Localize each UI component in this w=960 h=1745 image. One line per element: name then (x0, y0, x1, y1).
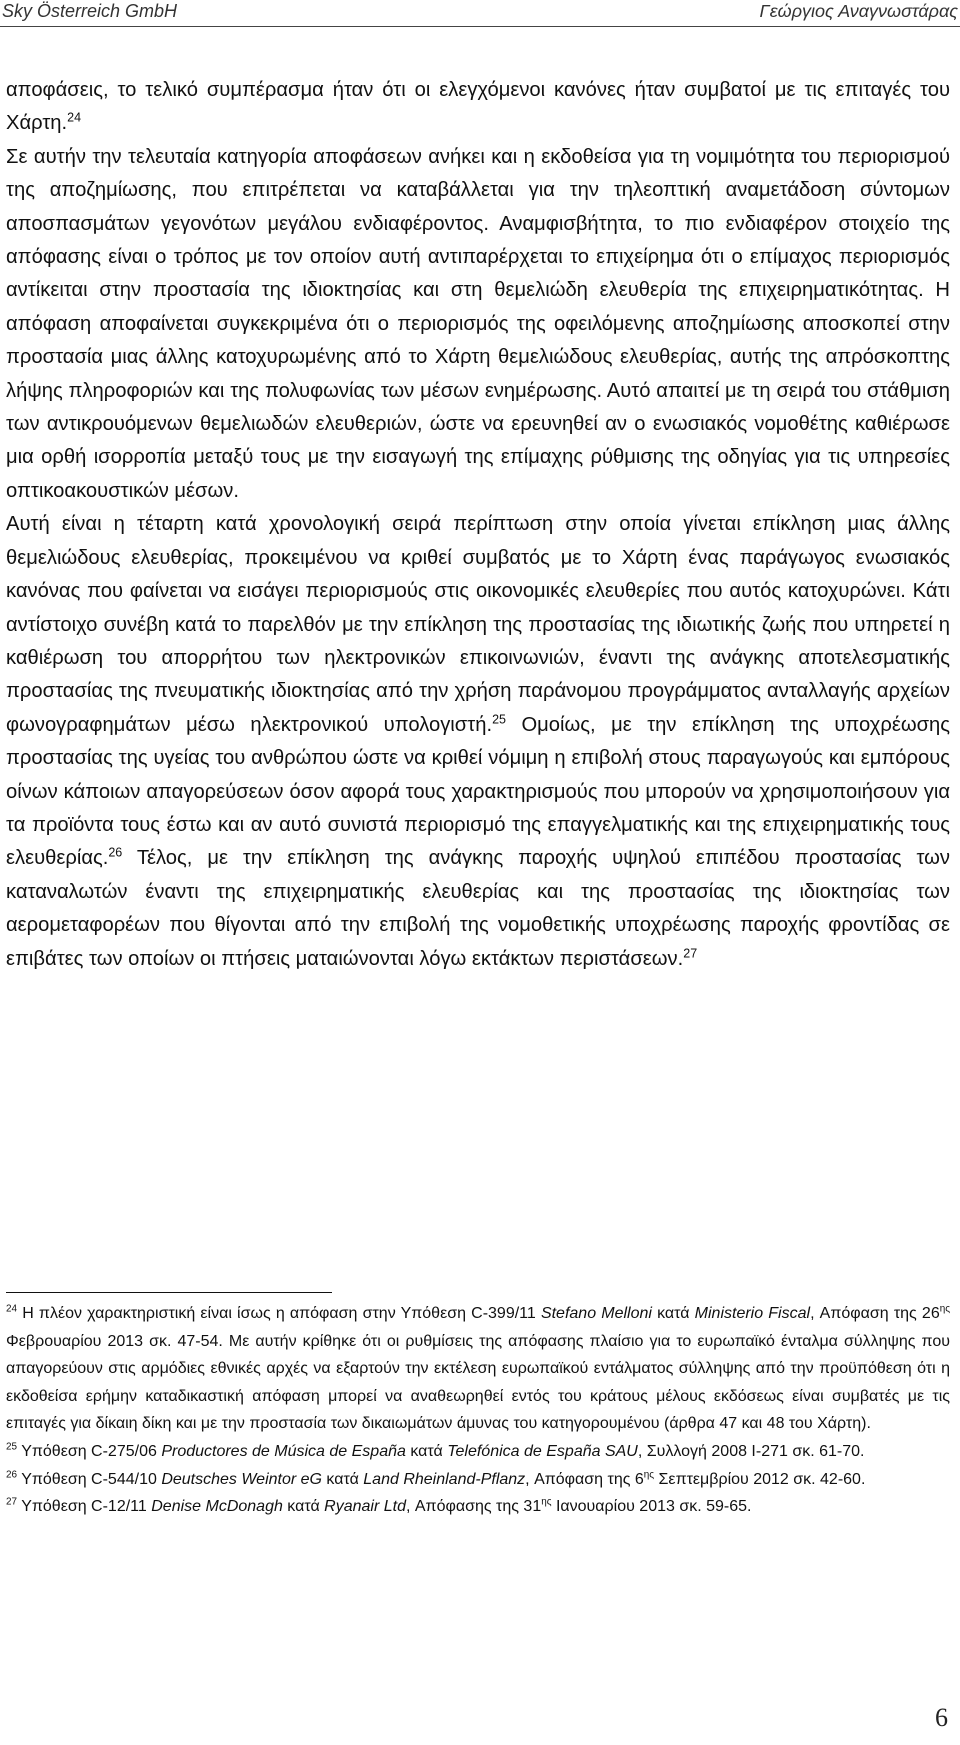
footnote-text: Ιανουαρίου 2013 σκ. 59-65. (551, 1498, 752, 1516)
footnote-number: 24 (6, 1303, 18, 1315)
case-party: Ministerio Fiscal (694, 1305, 811, 1322)
footnote-text: Υπόθεση C-275/06 (17, 1442, 162, 1460)
page-number: 6 (935, 1703, 948, 1732)
case-party: Land Rheinland-Pflanz (363, 1470, 526, 1488)
footnote-text: , Απόφασης της 31 (405, 1498, 542, 1516)
footnote-text: κατά (282, 1498, 325, 1516)
main-text (6, 74, 950, 976)
footnote-text: Υπόθεση C-544/10 (17, 1470, 162, 1488)
footnote-25 (6, 1438, 950, 1466)
ordinal-suffix: ης (541, 1496, 552, 1508)
footnote-ref-26[interactable]: 26 (108, 845, 123, 860)
footnote-number: 26 (6, 1469, 18, 1481)
paragraph-3-part-b: Ομοίως, με την επίκληση της υποχρέωσης προστασίας της υγείας του ανθρώπου ώστε να κριθεί νόμιμη η επιβολή στους παραγωγούς και εμπόρους οίνων κάποιων απαγορεύσεων όσον αφορά τους χαρακτηρισμούς που μπορούν να χρησιμοποιήσουν για τα προϊόντα τους έστω και αν αυτό συνιστά περιορισμό της επαγγελματικής και της επιχειρηματικής τους ελευθερίας. (6, 713, 950, 870)
footnote-text: κατά (651, 1305, 695, 1322)
case-party: Deutsches Weintor eG (161, 1470, 322, 1488)
paragraph-2: Σε αυτήν την τελευταία κατηγορία αποφάσεων ανήκει και η εκδοθείσα για τη νομιμότητα του περιορισμού της αποζημίωσης, που επιτρέπεται να καταβάλλεται για την τηλεοπτική αναμετάδοση σύντομων αποσπασμάτων γεγονότων μεγάλου ενδιαφέροντος. Αναμφισβήτητα, το πιο ενδιαφέρον στοιχείο της απόφασης είναι ο τρόπος με τον οποίον αυτή αντιπαρέρχεται το επιχείρημα ότι ο επίμαχος περιορισμός αντίκειται στην προστασία της ιδιοκτησίας και στη θεμελιώδη ελευθερία της επιχειρηματικότητας. Η απόφαση αποφαίνεται συγκεκριμένα ότι ο περιορισμός της οφειλόμενης αποζημίωσης αποσκοπεί στην προστασία μιας άλλης κατοχυρωμένης από το Χάρτη θεμελιώδους ελευθερίας, αυτής της απρόσκοπτης λήψης πληροφοριών και της πολυφωνίας των μέσων ενημέρωσης. Αυτό απαιτεί με τη σειρά του στάθμιση των αντικρουόμενων θεμελιωδών ελευθεριών, ώστε να ερευνηθεί αν ο ενωσιακός νομοθέτης καθιέρωσε μια ορθή ισορροπία μεταξύ τους με την εισαγωγή της επίμαχης ρύθμισης της οδηγίας για τις υπηρεσίες οπτικοακουστικών μέσων. (6, 145, 950, 502)
paragraph-3-part-c: Τέλος, με την επίκληση της ανάγκης παροχής υψηλού επιπέδου προστασίας των καταναλωτών έναντι της επιχειρηματικής ελευθερίας και της προστασίας της ιδιοκτησίας των αερομεταφορέων που θίγονται από την επιβολή της νομοθετικής υποχρέωσης παροχής φροντίδας σε επιβάτες των οποίων οι πτήσεις ματαιώνονται λόγω εκτάκτων περιστάσεων. (6, 847, 950, 970)
paragraph-3-part-a: Αυτή είναι η τέταρτη κατά χρονολογική σειρά περίπτωση στην οποία γίνεται επίκληση μιας άλλης θεμελιώδους ελευθερίας, προκειμένου να κριθεί συμβατός με το Χάρτη ένας παράγωγος ενωσιακός κανόνας που φαίνεται να εισάγει περιορισμούς στις οικονομικές ελευθερίες που αυτός κατοχυρώνει. Κάτι αντίστοιχο συνέβη κατά το παρελθόν με την επίκληση της προστασίας της ιδιωτικής ζωής που υπηρετεί η καθιέρωση του απορρήτου των ηλεκτρονικών επικοινωνιών, έναντι της ανάγκης αποτελεσματικής προστασίας της πνευματικής ιδιοκτησίας από την χρήση παράνομου προγράμματος ανταλλαγής αρχείων φωνογραφημάτων μέσω ηλεκτρονικού υπολογιστή. (6, 513, 950, 736)
footnote-number: 25 (6, 1441, 18, 1453)
paragraph-1-text: αποφάσεις, το τελικό συμπέρασμα ήταν ότι οι ελεγχόμενοι κανόνες ήταν συμβατοί με τις επιταγές του Χάρτη. (6, 79, 950, 135)
ordinal-suffix: ης (939, 1303, 951, 1315)
footnote-text: Υπόθεση C-12/11 (17, 1498, 152, 1516)
ordinal-suffix: ης (643, 1469, 655, 1481)
footnote-text: Σεπτεμβρίου 2012 σκ. 42-60. (654, 1470, 866, 1488)
footnote-text: Η πλέον χαρακτηριστική είναι ίσως η απόφαση στην Υπόθεση C-399/11 (17, 1305, 541, 1322)
case-party: Ryanair Ltd (324, 1498, 406, 1516)
case-party: Productores de Música de España (161, 1442, 406, 1460)
footnote-text: κατά (321, 1470, 364, 1488)
case-party: Denise McDonagh (151, 1498, 283, 1516)
footnote-27 (6, 1493, 950, 1521)
case-party: Stefano Melloni (540, 1305, 652, 1322)
case-party: Telefónica de España SAU (447, 1442, 638, 1460)
footnote-text: , Συλλογή 2008 I-271 σκ. 61-70. (637, 1442, 865, 1460)
footnote-ref-25[interactable]: 25 (492, 711, 506, 726)
running-header (0, 0, 960, 27)
footnote-ref-24[interactable]: 24 (67, 110, 82, 125)
footnote-text: Φεβρουαρίου 2013 σκ. 47-54. Με αυτήν κρίθηκε ότι οι ρυθμίσεις της απόφασης πλαίσιο για το ευρωπαϊκό ένταλμα σύλληψης που απαγορεύουν στις αρμόδιες εθνικές αρχές να εξαρτούν την εκτέλεση ευρωπαϊκού εντάλματος σύλληψης από την προϋπόθεση ότι η εκδοθείσα ερήμην καταδικαστική απόφαση μπορεί να αναθεωρηθεί εντός του κράτους μέλους εκδόσεως είναι συμβατές με τις επιταγές για δίκαιη δίκη και με την προστασία των δικαιωμάτων άμυνας του κατηγορουμένου (άρθρα 47 και 48 του Χάρτη). (6, 1332, 950, 1433)
footnote-24 (6, 1300, 950, 1438)
footnotes (6, 1300, 950, 1521)
paragraph-3 (6, 508, 950, 976)
footnote-ref-27[interactable]: 27 (683, 945, 698, 960)
footnote-separator (6, 1292, 332, 1293)
header-author: Γεώργιος Αναγνωστάρας (759, 1, 958, 21)
footnote-26 (6, 1466, 950, 1494)
footnote-text: , Απόφαση της 6 (525, 1470, 644, 1488)
footnote-text: , Απόφαση της 26 (810, 1305, 940, 1322)
footnote-text: κατά (405, 1442, 448, 1460)
footnote-number: 27 (6, 1496, 18, 1508)
header-company: Sky Österreich GmbH (2, 1, 178, 21)
paragraph-1 (6, 74, 950, 141)
